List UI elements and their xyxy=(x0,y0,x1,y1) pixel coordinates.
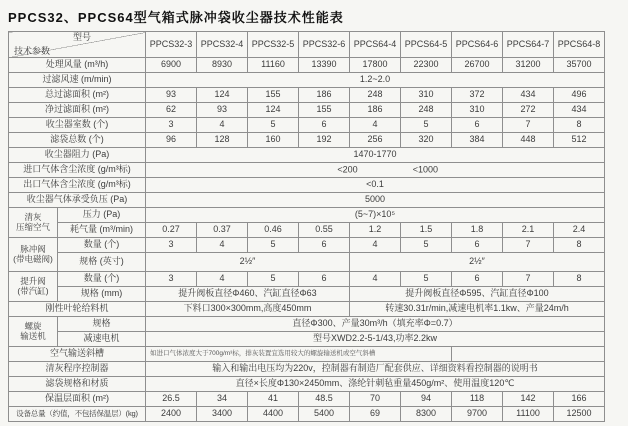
table-row xyxy=(9,332,605,347)
table-row xyxy=(9,193,605,208)
value-cell: 248 xyxy=(401,103,452,118)
row-label: 总过滤面积 (m²) xyxy=(9,88,146,103)
row-label: 收尘器气体承受负压 (Pa) xyxy=(9,193,146,208)
row-label: 数量 (个) xyxy=(58,238,146,253)
merged-value: <0.1 xyxy=(146,178,605,193)
group-label-line: 输送机 xyxy=(20,330,46,341)
merged-value: 5000 xyxy=(146,193,605,208)
split-left-value: 如进口气体浓度大于700g/m³标，排灰装置宜选用较大的螺旋输送机或空气斜槽 xyxy=(146,347,452,362)
value-cell: 512 xyxy=(554,133,605,148)
value-cell: 434 xyxy=(554,103,605,118)
value-cell: 4400 xyxy=(248,407,299,422)
group-label-line: (带电磁阀) xyxy=(13,253,53,264)
group-label xyxy=(9,317,58,347)
value-cell: 34 xyxy=(197,392,248,407)
table-row xyxy=(9,178,605,193)
table-row xyxy=(9,73,605,88)
value-cell: 4 xyxy=(197,238,248,253)
row-label: 收尘器室数 (个) xyxy=(9,118,146,133)
table-row xyxy=(9,347,605,362)
value-cell: 142 xyxy=(503,392,554,407)
model-header-cell: PPCS32-3 xyxy=(146,32,197,58)
group-label-line: 压缩空气 xyxy=(15,221,50,232)
value-cell: 22300 xyxy=(401,58,452,73)
value-cell: 94 xyxy=(401,392,452,407)
value-cell: 11160 xyxy=(248,58,299,73)
value-cell: 1.2 xyxy=(350,223,401,238)
value-cell: 26700 xyxy=(452,58,503,73)
value-cell: 69 xyxy=(350,407,401,422)
value-cell: 4 xyxy=(350,272,401,287)
value-cell: 8300 xyxy=(401,407,452,422)
value-cell: 7 xyxy=(503,272,554,287)
page-title: PPCS32、PPCS64型气箱式脉冲袋收尘器技术性能表 xyxy=(8,10,344,25)
value-cell: 3 xyxy=(146,238,197,253)
table-row xyxy=(9,238,605,253)
table-row xyxy=(9,88,605,103)
row-label: 刚性叶轮给料机 xyxy=(9,302,146,317)
value-cell: 0.55 xyxy=(299,223,350,238)
value-cell: 5 xyxy=(401,118,452,133)
row-label: 耗气量 (m³/min) xyxy=(58,223,146,238)
value-cell: 0.27 xyxy=(146,223,197,238)
value-cell: 320 xyxy=(401,133,452,148)
value-cell: 448 xyxy=(503,133,554,148)
model-header-cell: PPCS32-5 xyxy=(248,32,299,58)
group-label xyxy=(9,208,58,238)
value-cell: 272 xyxy=(503,103,554,118)
value-cell: 434 xyxy=(503,88,554,103)
value-cell: 0.46 xyxy=(248,223,299,238)
table-row xyxy=(9,223,605,238)
row-label: 进口气体含尘浓度 (g/m³标) xyxy=(9,163,146,178)
value-cell: 6 xyxy=(452,272,503,287)
value-cell: 310 xyxy=(401,88,452,103)
value-cell: 62 xyxy=(146,103,197,118)
table-row xyxy=(9,58,605,73)
value-cell: 3 xyxy=(146,272,197,287)
value-cell: 1.8 xyxy=(452,223,503,238)
value-cell: 155 xyxy=(299,103,350,118)
table-row xyxy=(9,148,605,163)
value-cell: 70 xyxy=(350,392,401,407)
concentration-value: <200 xyxy=(337,164,358,175)
spec-table-body xyxy=(9,32,605,422)
corner-model-label: 型号 xyxy=(73,32,92,42)
value-cell: 248 xyxy=(350,88,401,103)
row-label: 出口气体含尘浓度 (g/m³标) xyxy=(9,178,146,193)
value-cell: 12500 xyxy=(554,407,605,422)
value-cell: 8 xyxy=(554,238,605,253)
split-right-value: 提升阀板直径Φ595、汽缸直径Φ100 xyxy=(350,287,605,302)
merged-value: 输入和输出电压均为220v，控制器有制造厂配套供应、详细资料看控制器的说明书 xyxy=(146,362,605,377)
value-cell: 118 xyxy=(452,392,503,407)
model-header-cell: PPCS32-6 xyxy=(299,32,350,58)
model-header-cell: PPCS64-5 xyxy=(401,32,452,58)
row-label: 净过滤面积 (m²) xyxy=(9,103,146,118)
split-left-value: 2½″ xyxy=(146,253,350,272)
value-cell: 6 xyxy=(299,118,350,133)
value-cell: 6 xyxy=(452,238,503,253)
table-row xyxy=(9,208,605,223)
spec-table xyxy=(8,31,605,422)
value-cell: 384 xyxy=(452,133,503,148)
corner-cell xyxy=(9,32,146,58)
corner-params-label: 技术参数 xyxy=(14,45,51,56)
row-label: 规格 (mm) xyxy=(58,287,146,302)
value-cell: 2.1 xyxy=(503,223,554,238)
value-cell: 96 xyxy=(146,133,197,148)
value-cell: 2.4 xyxy=(554,223,605,238)
table-row xyxy=(9,253,605,272)
row-label: 规格 xyxy=(58,317,146,332)
dual-value-cell xyxy=(146,163,605,178)
value-cell: 17800 xyxy=(350,58,401,73)
row-label: 规格 (英寸) xyxy=(58,253,146,272)
model-header-row xyxy=(9,32,605,58)
value-cell: 11100 xyxy=(503,407,554,422)
concentration-value: <1000 xyxy=(412,164,439,175)
model-header-cell: PPCS64-7 xyxy=(503,32,554,58)
row-label: 减速电机 xyxy=(58,332,146,347)
model-header-cell: PPCS64-4 xyxy=(350,32,401,58)
value-cell: 1.5 xyxy=(401,223,452,238)
value-cell: 5 xyxy=(248,238,299,253)
value-cell: 6 xyxy=(299,272,350,287)
value-cell: 372 xyxy=(452,88,503,103)
row-label: 清灰程序控制器 xyxy=(9,362,146,377)
value-cell: 310 xyxy=(452,103,503,118)
merged-value: 直径×长度Φ130×2450mm、涤纶针刺毡重量450g/m²、使用温度120℃ xyxy=(146,377,605,392)
merged-value: 1470-1770 xyxy=(146,148,605,163)
row-label: 压力 (Pa) xyxy=(58,208,146,223)
value-cell: 5 xyxy=(401,272,452,287)
table-row xyxy=(9,118,605,133)
value-cell: 6900 xyxy=(146,58,197,73)
model-header-cell: PPCS64-6 xyxy=(452,32,503,58)
value-cell: 5 xyxy=(401,238,452,253)
value-cell: 7 xyxy=(503,238,554,253)
value-cell: 6 xyxy=(299,238,350,253)
value-cell: 3400 xyxy=(197,407,248,422)
row-label: 保温层面积 (m²) xyxy=(9,392,146,407)
value-cell: 26.5 xyxy=(146,392,197,407)
table-row xyxy=(9,317,605,332)
value-cell: 128 xyxy=(197,133,248,148)
row-label: 处理风量 (m³/h) xyxy=(9,58,146,73)
split-left-value: 提升阀板直径Φ460、汽缸直径Φ63 xyxy=(146,287,350,302)
model-header-cell: PPCS64-8 xyxy=(554,32,605,58)
table-row xyxy=(9,377,605,392)
value-cell: 3 xyxy=(146,118,197,133)
value-cell: 13390 xyxy=(299,58,350,73)
value-cell: 93 xyxy=(146,88,197,103)
value-cell: 8 xyxy=(554,118,605,133)
merged-value: 直径Φ300、产量30m³/h（填充率Φ=0.7） xyxy=(146,317,605,332)
group-label-line: 螺旋 xyxy=(24,320,42,331)
value-cell: 2400 xyxy=(146,407,197,422)
split-left-value: 下料口300×300mm,高度450mm xyxy=(146,302,350,317)
group-label-line: 清灰 xyxy=(24,211,42,222)
group-label-line: 提升阀 xyxy=(20,275,46,286)
split-right-value: 转速30.31r/min,减速电机率1.1kw、产量24m/h xyxy=(350,302,605,317)
value-cell: 192 xyxy=(299,133,350,148)
value-cell: 31200 xyxy=(503,58,554,73)
value-cell: 4 xyxy=(350,118,401,133)
value-cell: 48.5 xyxy=(299,392,350,407)
value-cell: 0.37 xyxy=(197,223,248,238)
group-label xyxy=(9,238,58,272)
merged-value: (5~7)×10⁵ xyxy=(146,208,605,223)
value-cell: 6 xyxy=(452,118,503,133)
value-cell: 256 xyxy=(350,133,401,148)
value-cell: 35700 xyxy=(554,58,605,73)
merged-value: 1.2~2.0 xyxy=(146,73,605,88)
value-cell: 496 xyxy=(554,88,605,103)
value-cell: 8 xyxy=(554,272,605,287)
row-label: 滤袋总数 (个) xyxy=(9,133,146,148)
table-row xyxy=(9,287,605,302)
group-label-line: 脉冲阀 xyxy=(20,243,46,254)
value-cell: 4 xyxy=(197,118,248,133)
value-cell: 186 xyxy=(299,88,350,103)
value-cell: 9700 xyxy=(452,407,503,422)
table-row xyxy=(9,103,605,118)
table-row xyxy=(9,163,605,178)
table-row xyxy=(9,407,605,422)
table-row xyxy=(9,302,605,317)
row-label: 过滤风速 (m/min) xyxy=(9,73,146,88)
table-row xyxy=(9,362,605,377)
value-cell: 124 xyxy=(248,103,299,118)
value-cell: 160 xyxy=(248,133,299,148)
table-row xyxy=(9,392,605,407)
table-row xyxy=(9,272,605,287)
split-right-value xyxy=(452,347,605,362)
row-label: 数量 (个) xyxy=(58,272,146,287)
value-cell: 155 xyxy=(248,88,299,103)
value-cell: 124 xyxy=(197,88,248,103)
row-label: 滤袋规格和材质 xyxy=(9,377,146,392)
value-cell: 166 xyxy=(554,392,605,407)
table-row xyxy=(9,133,605,148)
group-label xyxy=(9,272,58,302)
value-cell: 7 xyxy=(503,118,554,133)
value-cell: 5400 xyxy=(299,407,350,422)
value-cell: 41 xyxy=(248,392,299,407)
row-label: 收尘器阻力 (Pa) xyxy=(9,148,146,163)
row-label: 设备总量（约值，不包括保温层）(kg) xyxy=(9,407,146,422)
value-cell: 5 xyxy=(248,272,299,287)
value-cell: 8930 xyxy=(197,58,248,73)
value-cell: 186 xyxy=(350,103,401,118)
split-right-value: 2½″ xyxy=(350,253,605,272)
group-label-line: (带汽缸) xyxy=(17,285,49,296)
value-cell: 5 xyxy=(248,118,299,133)
model-header-cell: PPCS32-4 xyxy=(197,32,248,58)
value-cell: 4 xyxy=(350,238,401,253)
row-label: 空气输送斜槽 xyxy=(9,347,146,362)
value-cell: 93 xyxy=(197,103,248,118)
value-cell: 4 xyxy=(197,272,248,287)
merged-value: 型号XWD2.2-5-1/43,功率2.2kw xyxy=(146,332,605,347)
